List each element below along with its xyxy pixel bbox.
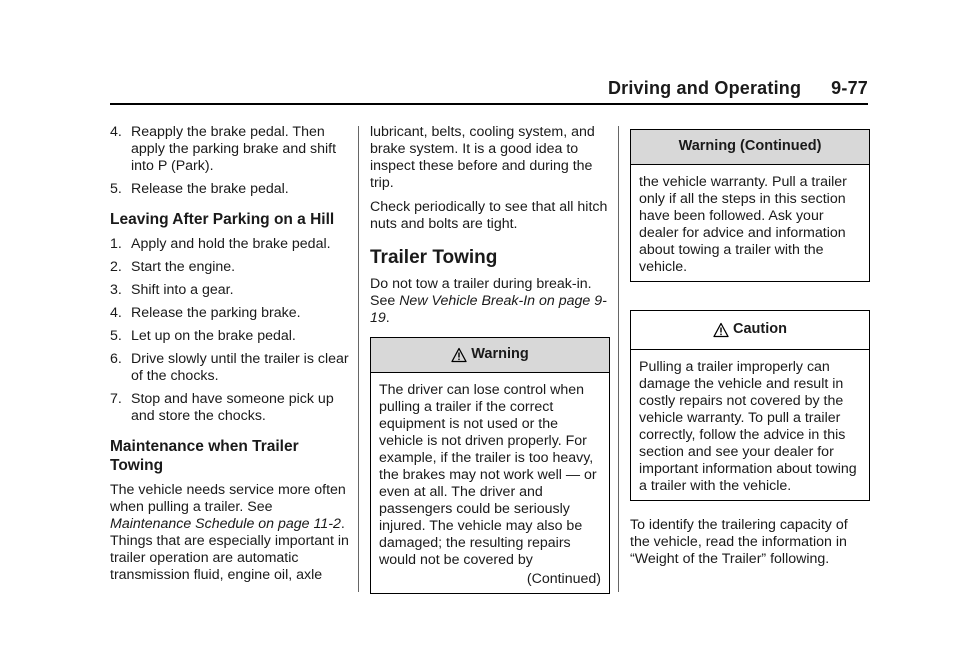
maintenance-schedule-link[interactable]: Maintenance Schedule on page 11-2 — [110, 516, 341, 532]
column-1 — [110, 124, 350, 591]
break-in-link[interactable]: New Vehicle Break-In on page 9-19 — [370, 293, 607, 326]
warning-continued-box — [630, 129, 870, 282]
parking-steps-continued — [110, 124, 350, 198]
section-title: Driving and Operating — [607, 78, 802, 98]
continued-paragraph: lubricant, belts, cooling system, and brake system. It is a good idea to inspect these before and during the trip. — [370, 124, 595, 191]
page-number: 9-77 — [831, 78, 868, 98]
check-paragraph: Check periodically to see that all hitch nuts and bolts are tight. — [370, 199, 608, 232]
page-header — [608, 78, 868, 99]
step-item: 1. Apply and hold the brake pedal. — [110, 236, 331, 252]
heading-leaving-hill: Leaving After Parking on a Hill — [110, 211, 335, 228]
caution-header — [631, 311, 869, 350]
step-item: 4. Reapply the brake pedal. Then apply the parking brake and shift into P (Park). — [110, 124, 337, 174]
step-item: 4. Release the parking brake. — [110, 305, 301, 321]
caution-box — [630, 310, 870, 501]
warning-continued-title: Warning (Continued) — [678, 138, 822, 154]
header-rule — [110, 103, 868, 105]
warning-header — [371, 338, 609, 373]
caution-triangle-icon — [713, 322, 729, 338]
warning-triangle-icon — [451, 347, 467, 363]
step-item: 7. Stop and have someone pick up and store the chocks. — [110, 391, 334, 424]
caution-body: Pulling a trailer improperly can damage the vehicle and result in costly repairs not covered by the vehicle warranty. To pull a trailer correctly, follow the advice in this section and see your dealer for important information about towing a trailer with the vehicle. — [639, 359, 857, 494]
warning-title: Warning — [471, 346, 529, 362]
heading-maintenance: Maintenance when Trailer Towing — [110, 438, 299, 474]
heading-trailer-towing: Trailer Towing — [370, 247, 498, 268]
column-divider-2 — [618, 126, 619, 592]
continued-label: (Continued) — [526, 571, 601, 587]
caution-title: Caution — [733, 321, 787, 337]
hill-steps — [110, 236, 350, 425]
warning-body: The driver can lose control when pulling a trailer if the correct equipment is not used or the vehicle is not driven properly. For example, if the trailer is too heavy, the brakes may not work well — or even at all. The driver and passengers could be seriously injured. The vehicle may also be damaged; the resulting repairs would not be covered by (Continued) — [379, 382, 601, 587]
column-2 — [370, 124, 610, 594]
step-item: 3. Shift into a gear. — [110, 282, 234, 298]
step-item: 2. Start the engine. — [110, 259, 236, 275]
warning-box — [370, 337, 610, 594]
closing-paragraph: To identify the trailering capacity of the vehicle, read the information in “Weight of the Trailer” following. — [630, 517, 848, 567]
step-item: 6. Drive slowly until the trailer is clear of the chocks. — [110, 351, 349, 384]
step-item: 5. Let up on the brake pedal. — [110, 328, 296, 344]
column-3 — [630, 124, 870, 575]
warning-continued-header — [631, 130, 869, 165]
warning-continued-body: the vehicle warranty. Pull a trailer only if all the steps in this section have been followed. Ask your dealer for advice and information about towing a trailer with the vehicle. — [639, 174, 847, 275]
breakin-paragraph: Do not tow a trailer during break-in. See New Vehicle Break-In on page 9-19. — [370, 276, 607, 326]
step-item: 5. Release the brake pedal. — [110, 181, 289, 197]
maintenance-paragraph: The vehicle needs service more often when pulling a trailer. See Maintenance Schedule on page 11-2. Things that are especially important in trailer operation are automatic transmission fluid, engine oil, axle — [110, 482, 349, 583]
column-divider-1 — [358, 126, 359, 592]
